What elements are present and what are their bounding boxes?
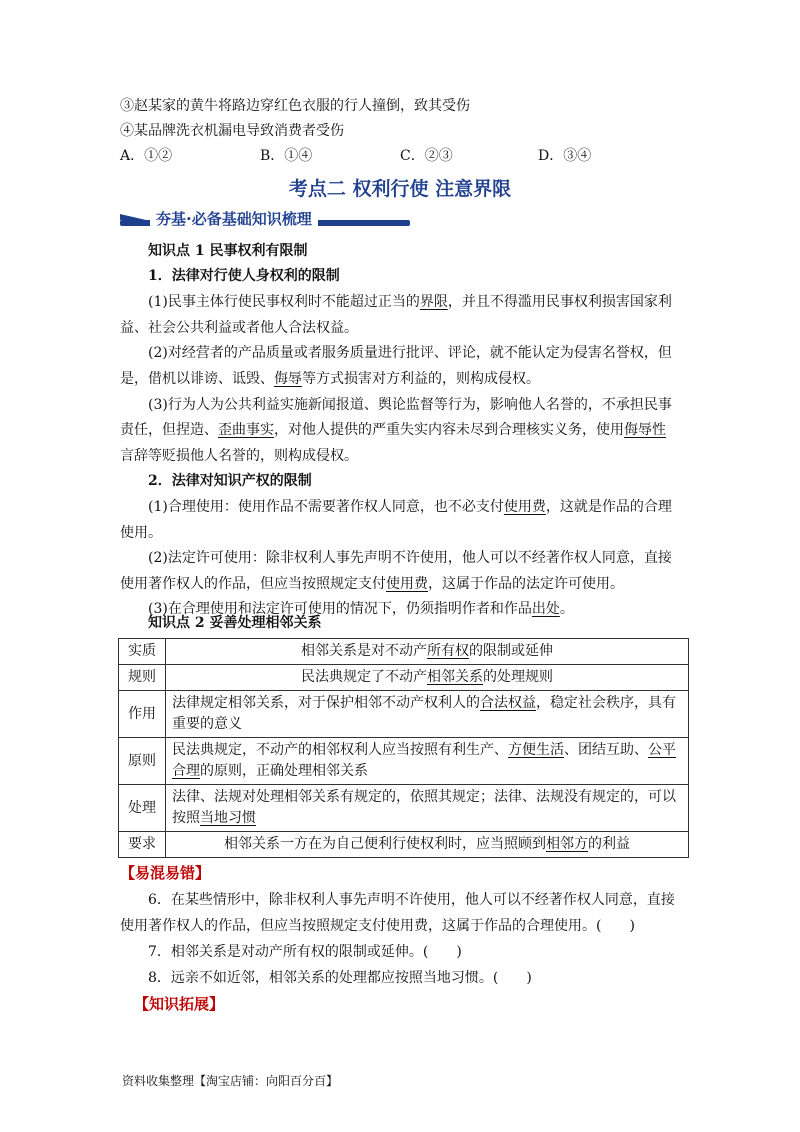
answer-blank: 使用费 (503, 499, 546, 515)
row-value: 民法典规定，不动产的相邻权利人应当按照有利生产、方便生活、团结互助、公平 合理的原则，正确处理相邻关系 (166, 738, 689, 785)
table-row (119, 691, 689, 738)
answer-blank: 合理 (172, 763, 200, 779)
table-row (119, 785, 689, 832)
kp1-q2-line2: 使用著作权人的作品，但应当按照规定支付使用费，这属于作品的法定许可使用。 (120, 576, 624, 592)
kp1-title: 知识点 1 民事权利有限制 (148, 243, 308, 259)
row-key: 实质 (119, 639, 166, 665)
row-value: 相邻关系是对不动产所有权的限制或延伸 (166, 639, 689, 665)
row-value: 法律、法规对处理相邻关系有规定的，依照其规定；法律、法规没有规定的，可以 按照当地习惯 (166, 785, 689, 832)
kp1-sub2-title: 2．法律对知识产权的限制 (148, 473, 312, 489)
easy-mistakes-label: 【易混易错】 (120, 864, 211, 882)
answer-blank: 公平 (648, 742, 676, 758)
kp1-p3-line1: (3)行为人为公共利益实施新闻报道、舆论监督等行为，影响他人名誉的，不承担民事 (148, 397, 672, 413)
row-key: 规则 (119, 665, 166, 691)
statement-6-line2: 使用著作权人的作品，但应当按照规定支付使用费，这属于作品的合理使用。( ) (120, 918, 635, 934)
row-value: 法律规定相邻关系，对于保护相邻不动产权利人的合法权益，稳定社会秩序，具有 重要的意义 (166, 691, 689, 738)
option-c: C．②③ (400, 148, 453, 164)
kp1-p3-line3: 言辞等贬损他人名誉的，则构成侵权。 (120, 448, 358, 464)
answer-blank: 相邻关系 (427, 669, 483, 685)
kp1-sub1-title: 1．法律对行使人身权利的限制 (148, 268, 340, 284)
question-item-3: ③赵某家的黄牛将路边穿红色衣服的行人撞倒，致其受伤 (120, 98, 470, 114)
option-d: D．③④ (538, 148, 592, 164)
answer-blank: 界限 (419, 294, 448, 310)
statement-6-line1: 6．在某些情形中，除非权利人事先声明不许使用，他人可以不经著作权人同意，直接 (148, 892, 675, 908)
knowledge-extension-label: 【知识拓展】 (134, 995, 225, 1013)
kp1-q2-line1: (2)法定许可使用：除非权利人事先声明不许使用，他人可以不经著作权人同意，直接 (148, 550, 672, 566)
kp1-q1-line1: (1)合理使用：使用作品不需要著作权人同意，也不必支付使用费，这就是作品的合理 (148, 499, 672, 515)
statement-7: 7．相邻关系是对动产所有权的限制或延伸。( ) (148, 944, 462, 960)
answer-blank: 方便生活 (508, 742, 564, 758)
answer-blank: 合法权益 (480, 695, 536, 711)
answer-blank: 相邻方 (546, 836, 588, 852)
kp1-p1-line2: 益、社会公共利益或者他人合法权益。 (120, 320, 358, 336)
option-a: A．①② (120, 148, 173, 164)
page-footer: 资料收集整理【淘宝店铺：向阳百分百】 (122, 1074, 339, 1088)
table-row (119, 639, 689, 665)
answer-blank: 使用费 (386, 576, 428, 592)
kp1-p1-line1: (1)民事主体行使民事权利时不能超过正当的界限，并且不得滥用民事权利损害国家利 (148, 294, 672, 310)
answer-blank: 侮辱 (274, 371, 302, 387)
row-key: 作用 (119, 691, 166, 738)
section-title: 考点二 权利行使 注意界限 (288, 178, 512, 200)
banner-label: 夯基·必备基础知识梳理 (150, 208, 318, 229)
option-b: B．①④ (260, 148, 313, 164)
row-key: 原则 (119, 738, 166, 785)
neighbor-relations-table (118, 638, 689, 858)
table-row (119, 738, 689, 785)
question-item-4: ④某品牌洗衣机漏电导致消费者受伤 (120, 123, 344, 139)
banner-arrow-icon (120, 214, 146, 220)
table-row (119, 832, 689, 858)
answer-blank: 当地习惯 (200, 810, 256, 826)
answer-blank: 歪曲事实 (218, 422, 274, 438)
row-key: 处理 (119, 785, 166, 832)
kp1-q3-line: (3)在合理使用和法定许可使用的情况下，仍须指明作者和作品出处。 (148, 601, 574, 617)
row-value: 相邻关系一方在为自己便利行使权利时，应当照顾到相邻方的利益 (166, 832, 689, 858)
row-value: 民法典规定了不动产相邻关系的处理规则 (166, 665, 689, 691)
answer-blank: 侮辱性 (624, 422, 666, 438)
answer-blank: 出处 (531, 601, 560, 617)
kp1-p2-line1: (2)对经营者的产品质量或者服务质量进行批评、评论，就不能认定为侵害名誉权，但 (148, 345, 672, 361)
table-row (119, 665, 689, 691)
kp1-p3-line2: 责任，但捏造、歪曲事实，对他人提供的严重失实内容未尽到合理核实义务，使用侮辱性 (120, 422, 666, 438)
row-key: 要求 (119, 832, 166, 858)
section-banner (120, 208, 410, 230)
kp1-p2-line2: 是，借机以诽谤、诋毁、侮辱等方式损害对方利益的，则构成侵权。 (120, 371, 540, 387)
kp1-q1-line2: 使用。 (120, 525, 162, 541)
kp2-title: 知识点 2 妥善处理相邻关系 (148, 615, 322, 631)
answer-blank: 所有权 (427, 643, 469, 659)
statement-8: 8．远亲不如近邻，相邻关系的处理都应按照当地习惯。( ) (148, 970, 532, 986)
